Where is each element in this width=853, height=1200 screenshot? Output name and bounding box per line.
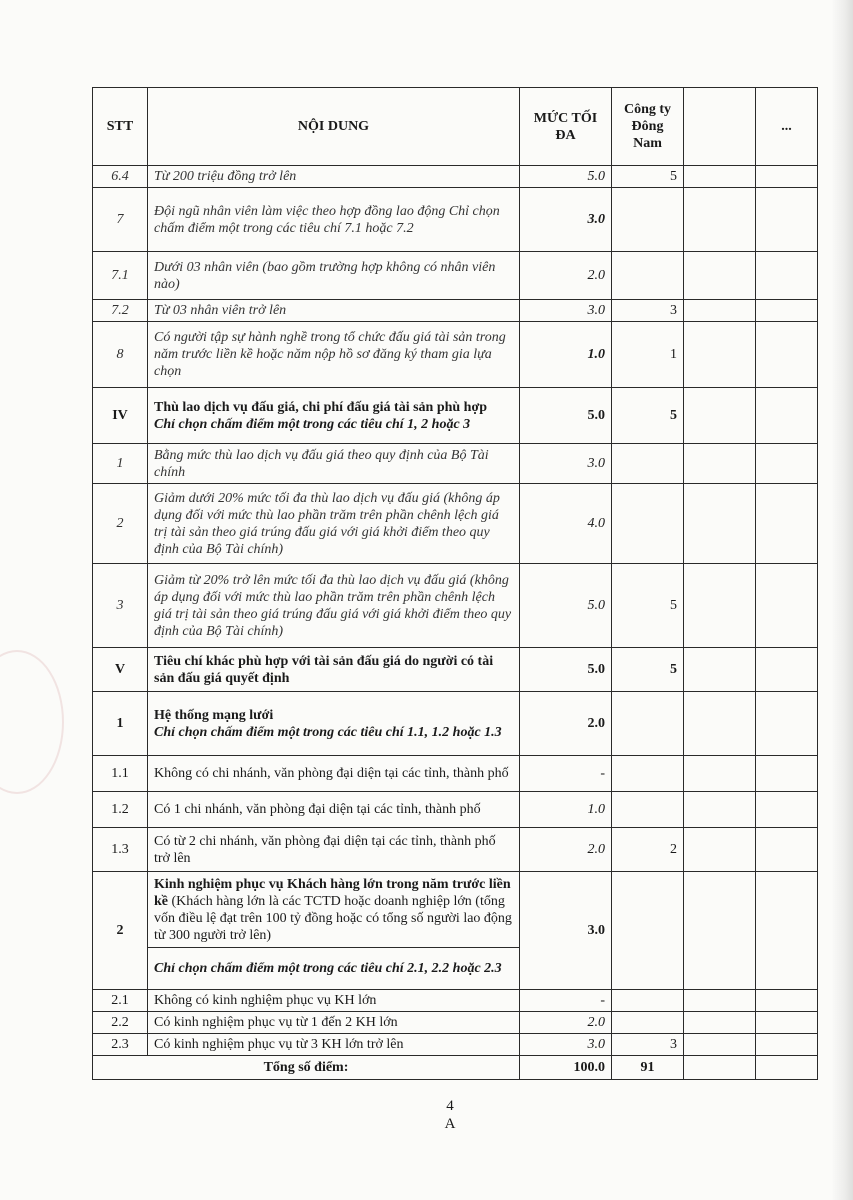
header-stt: STT xyxy=(93,88,148,166)
table-row xyxy=(93,188,818,252)
header-cong-ty: Công ty Đông Nam xyxy=(612,88,684,166)
row-max: 5.0 xyxy=(520,166,612,188)
empty-cell xyxy=(684,756,756,792)
empty-cell xyxy=(756,252,818,300)
row-content: Có 1 chi nhánh, văn phòng đại diện tại các tỉnh, thành phố xyxy=(148,792,520,828)
row-content xyxy=(148,388,520,444)
table-row xyxy=(93,1034,818,1056)
row-stt: 7.2 xyxy=(93,300,148,322)
empty-cell xyxy=(756,188,818,252)
row-stt: 1 xyxy=(93,692,148,756)
row-score xyxy=(612,792,684,828)
table-row xyxy=(93,1012,818,1034)
empty-cell xyxy=(684,322,756,388)
empty-cell xyxy=(684,300,756,322)
table-row xyxy=(93,484,818,564)
section-note: Chỉ chọn chấm điểm một trong các tiêu chí 1.1, 1.2 hoặc 1.3 xyxy=(154,724,502,740)
empty-cell xyxy=(756,756,818,792)
row-score: 5 xyxy=(612,388,684,444)
row-score xyxy=(612,756,684,792)
row-max: 3.0 xyxy=(520,872,612,990)
row-max: 3.0 xyxy=(520,444,612,484)
row-score: 3 xyxy=(612,1034,684,1056)
row-stt: 7 xyxy=(93,188,148,252)
table-row xyxy=(93,252,818,300)
total-row xyxy=(93,1056,818,1080)
section-row xyxy=(93,648,818,692)
empty-cell xyxy=(756,648,818,692)
empty-cell xyxy=(684,692,756,756)
row-stt: 8 xyxy=(93,322,148,388)
row-stt: 6.4 xyxy=(93,166,148,188)
row-content: Có kinh nghiệm phục vụ từ 1 đến 2 KH lớn xyxy=(148,1012,520,1034)
row-stt: 1 xyxy=(93,444,148,484)
empty-cell xyxy=(756,564,818,648)
faint-stamp-mark xyxy=(0,650,64,794)
empty-cell xyxy=(684,444,756,484)
section-row xyxy=(93,872,818,948)
row-stt: 2 xyxy=(93,484,148,564)
row-max: 2.0 xyxy=(520,252,612,300)
empty-cell xyxy=(756,828,818,872)
row-content: Có kinh nghiệm phục vụ từ 3 KH lớn trở lên xyxy=(148,1034,520,1056)
row-score: 5 xyxy=(612,166,684,188)
row-stt: 3 xyxy=(93,564,148,648)
row-stt: 2 xyxy=(93,872,148,990)
total-score: 91 xyxy=(612,1056,684,1080)
row-score: 5 xyxy=(612,564,684,648)
row-score xyxy=(612,990,684,1012)
table-row xyxy=(93,300,818,322)
empty-cell xyxy=(684,1056,756,1080)
row-score: 1 xyxy=(612,322,684,388)
row-score: 2 xyxy=(612,828,684,872)
row-content: Đội ngũ nhân viên làm việc theo hợp đồng lao động Chỉ chọn chấm điểm một trong các tiêu chí 7.1 hoặc 7.2 xyxy=(148,188,520,252)
row-max: - xyxy=(520,756,612,792)
empty-cell xyxy=(756,1034,818,1056)
row-max: 5.0 xyxy=(520,388,612,444)
table-row xyxy=(93,166,818,188)
row-content: Có từ 2 chi nhánh, văn phòng đại diện tại các tỉnh, thành phố trở lên xyxy=(148,828,520,872)
row-content: Giảm từ 20% trở lên mức tối đa thù lao dịch vụ đấu giá (không áp dụng đối với mức thù lao phần trăm trên phần chênh lệch giá trị tài sản theo giá trúng đấu giá với giá khởi điểm theo quy định của Bộ Tài chính) xyxy=(148,564,520,648)
row-max: 5.0 xyxy=(520,564,612,648)
section-title: Hệ thống mạng lưới xyxy=(154,707,274,723)
empty-cell xyxy=(756,300,818,322)
row-content: Tiêu chí khác phù hợp với tài sản đấu giá do người có tài sản đấu giá quyết định xyxy=(148,648,520,692)
table-row xyxy=(93,322,818,388)
row-score xyxy=(612,484,684,564)
row-content: Bằng mức thù lao dịch vụ đấu giá theo quy định của Bộ Tài chính xyxy=(148,444,520,484)
row-max: 4.0 xyxy=(520,484,612,564)
empty-cell xyxy=(756,990,818,1012)
row-content: Giảm dưới 20% mức tối đa thù lao dịch vụ đấu giá (không áp dụng đối với mức thù lao phần trăm trên phần chênh lệch giá trị tài sản theo giá trúng đấu giá với giá khởi điểm theo quy định của Bộ Tài chính) xyxy=(148,484,520,564)
row-max: 3.0 xyxy=(520,188,612,252)
empty-cell xyxy=(684,828,756,872)
page-mark: A xyxy=(444,1116,456,1132)
table-row xyxy=(93,444,818,484)
header-noi-dung: NỘI DUNG xyxy=(148,88,520,166)
empty-cell xyxy=(684,388,756,444)
empty-cell xyxy=(756,692,818,756)
row-max: - xyxy=(520,990,612,1012)
empty-cell xyxy=(756,484,818,564)
row-stt: 1.2 xyxy=(93,792,148,828)
empty-cell xyxy=(684,1012,756,1034)
row-content: Dưới 03 nhân viên (bao gồm trường hợp không có nhân viên nào) xyxy=(148,252,520,300)
table-row xyxy=(93,828,818,872)
table-row xyxy=(93,756,818,792)
row-score xyxy=(612,692,684,756)
row-score xyxy=(612,1012,684,1034)
row-content xyxy=(148,872,520,948)
empty-cell xyxy=(684,188,756,252)
row-score xyxy=(612,252,684,300)
empty-cell xyxy=(684,872,756,990)
header-more: ... xyxy=(756,88,818,166)
row-content: Có người tập sự hành nghề trong tổ chức đấu giá tài sản trong năm trước liền kề hoặc năm nộp hồ sơ đăng ký tham gia lựa chọn xyxy=(148,322,520,388)
row-content xyxy=(148,692,520,756)
empty-cell xyxy=(684,252,756,300)
row-max: 2.0 xyxy=(520,828,612,872)
empty-cell xyxy=(684,648,756,692)
scoring-table xyxy=(92,87,818,1080)
section-row xyxy=(93,692,818,756)
row-max: 1.0 xyxy=(520,792,612,828)
empty-cell xyxy=(756,1056,818,1080)
row-content: Không có chi nhánh, văn phòng đại diện tại các tỉnh, thành phố xyxy=(148,756,520,792)
scan-edge-shadow xyxy=(831,0,853,1200)
section-title: Kinh nghiệm phục vụ Khách hàng lớn trong năm trước liền kề xyxy=(154,876,511,909)
table-row xyxy=(93,990,818,1012)
empty-cell xyxy=(684,564,756,648)
row-stt: 1.3 xyxy=(93,828,148,872)
table-row xyxy=(93,792,818,828)
page-number: 4 xyxy=(446,1098,454,1114)
row-score xyxy=(612,188,684,252)
empty-cell xyxy=(756,388,818,444)
header-blank xyxy=(684,88,756,166)
row-content: Từ 03 nhân viên trở lên xyxy=(148,300,520,322)
empty-cell xyxy=(756,322,818,388)
table-header-row xyxy=(93,88,818,166)
row-stt: 2.2 xyxy=(93,1012,148,1034)
empty-cell xyxy=(684,1034,756,1056)
total-label: Tổng số điểm: xyxy=(93,1056,520,1080)
row-stt: 2.1 xyxy=(93,990,148,1012)
empty-cell xyxy=(756,166,818,188)
empty-cell xyxy=(756,1012,818,1034)
empty-cell xyxy=(756,872,818,990)
section-title: Thù lao dịch vụ đấu giá, chi phí đấu giá tài sản phù hợp xyxy=(154,399,488,415)
table-row xyxy=(93,564,818,648)
total-max: 100.0 xyxy=(520,1056,612,1080)
row-score xyxy=(612,872,684,990)
row-stt: 2.3 xyxy=(93,1034,148,1056)
row-max: 5.0 xyxy=(520,648,612,692)
section-row xyxy=(93,388,818,444)
empty-cell xyxy=(684,792,756,828)
row-content: Không có kinh nghiệm phục vụ KH lớn xyxy=(148,990,520,1012)
row-score xyxy=(612,444,684,484)
empty-cell xyxy=(756,792,818,828)
row-max: 2.0 xyxy=(520,1012,612,1034)
empty-cell xyxy=(684,166,756,188)
section-note: Chỉ chọn chấm điểm một trong các tiêu chí 1, 2 hoặc 3 xyxy=(154,416,471,432)
row-max: 1.0 xyxy=(520,322,612,388)
row-stt: 1.1 xyxy=(93,756,148,792)
row-content: Từ 200 triệu đồng trở lên xyxy=(148,166,520,188)
row-max: 3.0 xyxy=(520,1034,612,1056)
row-stt: IV xyxy=(93,388,148,444)
empty-cell xyxy=(684,484,756,564)
row-stt: 7.1 xyxy=(93,252,148,300)
section-note: Chỉ chọn chấm điểm một trong các tiêu chí 2.1, 2.2 hoặc 2.3 xyxy=(148,948,520,990)
section-title-detail: (Khách hàng lớn là các TCTD hoặc doanh nghiệp lớn (tổng vốn điều lệ đạt trên 100 tỷ đồng hoặc có tổng số người lao động từ 300 người trở lên) xyxy=(154,893,512,943)
row-stt: V xyxy=(93,648,148,692)
empty-cell xyxy=(684,990,756,1012)
row-max: 3.0 xyxy=(520,300,612,322)
row-score: 3 xyxy=(612,300,684,322)
empty-cell xyxy=(756,444,818,484)
header-muc-toi-da: MỨC TỐI ĐA xyxy=(520,88,612,166)
row-max: 2.0 xyxy=(520,692,612,756)
row-score: 5 xyxy=(612,648,684,692)
